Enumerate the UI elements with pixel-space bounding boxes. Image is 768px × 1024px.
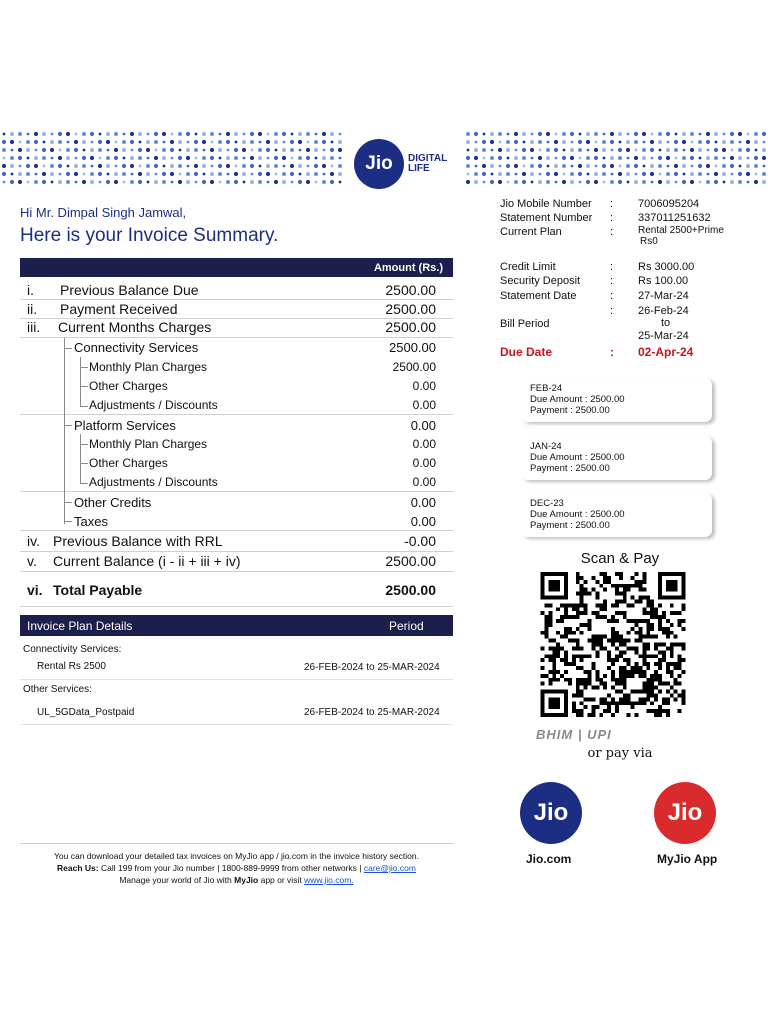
charge-label: Previous Balance Due [60, 282, 199, 298]
tree-tick [64, 425, 72, 426]
charge-amount: 0.00 [412, 398, 436, 412]
colon: : [610, 198, 614, 210]
logo-tagline-life: LIFE [408, 163, 430, 174]
history-payment: Payment : 2500.00 [530, 463, 610, 474]
row-divider [20, 337, 453, 338]
colon: : [610, 290, 614, 302]
tree-tick [80, 463, 88, 464]
charge-amount: 0.00 [412, 379, 436, 393]
charge-amount: 2500.00 [392, 360, 436, 374]
colon: : [610, 305, 614, 317]
charge-amount: 2500.00 [385, 282, 436, 298]
tree-tick [80, 367, 88, 368]
security-deposit-label: Security Deposit [500, 275, 581, 287]
history-payment: Payment : 2500.00 [530, 520, 610, 531]
footer-manage [20, 875, 453, 885]
other-plan-name: UL_5GData_Postpaid [37, 707, 135, 718]
charge-amount: 0.00 [410, 418, 436, 433]
invoice-summary-title: Here is your Invoice Summary. [20, 225, 279, 246]
tree-tick [80, 386, 88, 387]
payment-qr-code[interactable] [538, 572, 688, 717]
colon: : [610, 261, 614, 273]
tree-connector [80, 434, 81, 484]
row-number: ii. [27, 301, 38, 317]
connectivity-services-title: Connectivity Services: [23, 644, 122, 655]
charge-label: Other Charges [89, 379, 168, 393]
history-due: Due Amount : 2500.00 [530, 394, 625, 405]
other-services-title: Other Services: [23, 684, 92, 695]
tree-tick [80, 483, 88, 484]
charge-label: Total Payable [53, 582, 143, 598]
charge-label: Adjustments / Discounts [89, 398, 218, 412]
myjio-app-label[interactable]: MyJio App [657, 852, 718, 866]
charge-amount: 0.00 [410, 495, 436, 510]
contact-numbers: Call 199 from your Jio number | 1800-889-9999 from other networks | [98, 863, 364, 873]
customer-greeting: Hi Mr. Dimpal Singh Jamwal, [20, 205, 187, 220]
row-divider [20, 530, 453, 531]
myjio-text: MyJio [234, 875, 259, 885]
or-pay-via-text: or pay via [587, 746, 653, 761]
connectivity-plan-name: Rental Rs 2500 [37, 661, 106, 672]
tree-tick [80, 444, 88, 445]
statement-date-value: 27-Mar-24 [638, 290, 689, 302]
history-month: JAN-24 [530, 441, 562, 452]
row-divider [20, 606, 453, 607]
period-column-header: Period [389, 619, 424, 633]
history-month: DEC-23 [530, 498, 564, 509]
charge-amount: 0.00 [412, 475, 436, 489]
website-link[interactable]: www.jio.com. [304, 875, 354, 885]
current-plan-value-line2: Rs0 [640, 236, 658, 247]
bill-period-to-word: to [661, 317, 671, 329]
charge-amount: 0.00 [412, 437, 436, 451]
footer-download-note: You can download your detailed tax invoices on MyJio app / jio.com in the invoice history section. [54, 851, 419, 861]
charges-table-header [20, 258, 453, 277]
tree-connector [80, 357, 81, 407]
connectivity-plan-period: 26-FEB-2024 to 25-MAR-2024 [304, 662, 440, 673]
bill-period-label: Bill Period [500, 318, 550, 330]
footer-divider [20, 843, 453, 844]
credit-limit-value: Rs 3000.00 [638, 261, 695, 273]
charge-amount: 2500.00 [385, 582, 436, 598]
current-plan-label: Current Plan [500, 226, 562, 238]
jio-com-logo-button[interactable]: Jio [520, 782, 582, 844]
row-number: v. [27, 553, 37, 569]
myjio-app-logo-button[interactable]: Jio [654, 782, 716, 844]
charge-label: Payment Received [60, 301, 178, 317]
charge-label: Other Credits [74, 495, 152, 510]
current-plan-value: Rental 2500+Prime [638, 225, 724, 236]
charge-label: Adjustments / Discounts [89, 475, 218, 489]
charge-label: Taxes [74, 514, 108, 529]
due-date-label: Due Date [500, 345, 553, 359]
tree-connector [64, 338, 65, 524]
amount-column-header: Amount (Rs.) [373, 262, 443, 274]
tree-tick [80, 406, 88, 407]
care-email-link[interactable]: care@jio.com [363, 863, 416, 873]
history-card-dec-23 [521, 493, 712, 537]
charge-label: Current Balance (i - ii + iii + iv) [53, 553, 241, 569]
plan-divider [20, 679, 453, 680]
mobile-number-label: Jio Mobile Number [500, 198, 592, 210]
colon: : [610, 226, 614, 238]
history-due: Due Amount : 2500.00 [530, 509, 625, 520]
history-card-feb-24 [521, 378, 712, 422]
statement-number-value: 337011251632 [638, 212, 711, 224]
plan-divider [20, 724, 453, 725]
history-card-jan-24 [521, 436, 712, 480]
charge-label: Current Months Charges [58, 319, 212, 335]
row-number: iii. [27, 319, 41, 335]
charge-amount: 2500.00 [385, 553, 436, 569]
charge-label: Other Charges [89, 456, 168, 470]
colon: : [610, 212, 614, 224]
jio-com-label[interactable]: Jio.com [526, 852, 572, 866]
row-divider [20, 551, 453, 552]
row-number: i. [27, 282, 34, 298]
plan-details-header [20, 615, 453, 636]
row-divider [20, 414, 453, 415]
other-plan-period: 26-FEB-2024 to 25-MAR-2024 [304, 707, 440, 718]
charge-amount: -0.00 [404, 533, 436, 549]
charge-amount: 0.00 [412, 456, 436, 470]
footer-contact [20, 863, 453, 873]
charge-label: Monthly Plan Charges [89, 437, 208, 451]
history-due: Due Amount : 2500.00 [530, 452, 625, 463]
tree-tick [64, 502, 72, 503]
history-month: FEB-24 [530, 383, 563, 394]
history-payment: Payment : 2500.00 [530, 405, 610, 416]
logo-tagline-digital: DIGITAL [408, 153, 448, 164]
charge-amount: 2500.00 [389, 340, 436, 355]
charge-amount: 2500.00 [385, 301, 436, 317]
plan-details-title: Invoice Plan Details [27, 619, 133, 633]
row-divider [20, 491, 453, 492]
row-number: iv. [27, 533, 40, 549]
charge-label: Platform Services [74, 418, 176, 433]
bill-period-from: 26-Feb-24 [638, 305, 689, 317]
bill-period-to: 25-Mar-24 [638, 330, 689, 342]
visit-text: app or visit [258, 875, 305, 885]
charge-label: Previous Balance with RRL [53, 533, 223, 549]
scan-and-pay-title: Scan & Pay [580, 550, 660, 567]
statement-date-label: Statement Date [500, 290, 577, 302]
charge-label: Monthly Plan Charges [89, 360, 208, 374]
jio-logo: Jio [354, 139, 404, 189]
due-date-value: 02-Apr-24 [638, 345, 694, 359]
charge-amount: 2500.00 [385, 319, 436, 335]
credit-limit-label: Credit Limit [500, 261, 556, 273]
manage-text: Manage your world of Jio with [119, 875, 235, 885]
charge-amount: 0.00 [410, 514, 436, 529]
mobile-number-value: 7006095204 [638, 198, 700, 210]
row-divider [20, 571, 453, 572]
colon: : [610, 275, 614, 287]
colon: : [610, 345, 614, 359]
row-divider [20, 299, 453, 300]
bhim-upi-logo: BHIM | UPI [536, 727, 612, 742]
row-number: vi. [27, 582, 43, 598]
tree-tick [64, 348, 72, 349]
reach-us-label: Reach Us: [57, 863, 99, 873]
statement-number-label: Statement Number [500, 212, 593, 224]
tree-tick [64, 521, 72, 522]
charge-label: Connectivity Services [74, 340, 199, 355]
security-deposit-value: Rs 100.00 [638, 275, 689, 287]
